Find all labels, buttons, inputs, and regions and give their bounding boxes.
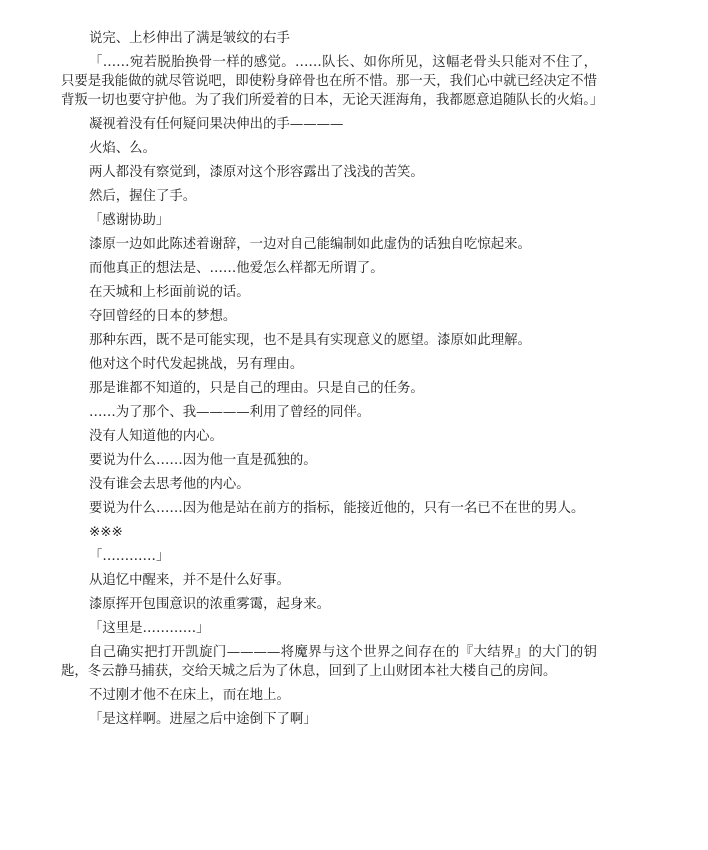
paragraph: 说完、上杉伸出了满是皱纹的右手 xyxy=(89,31,290,46)
paragraph: 凝视着没有任何疑问果决伸出的手———— xyxy=(89,117,344,132)
paragraph: 在天城和上杉面前说的话。 xyxy=(89,285,250,300)
paragraph: 没有人知道他的内心。 xyxy=(89,429,223,444)
paragraph: 那是谁都不知道的，只是自己的理由。只是自己的任务。 xyxy=(89,381,424,396)
paragraph: 「是这样啊。进屋之后中途倒下了啊」 xyxy=(89,712,317,727)
paragraph: 两人都没有察觉到，漆原对这个形容露出了浅浅的苦笑。 xyxy=(89,165,424,180)
paragraph: 「……宛若脱胎换骨一样的感觉。……队长、如你所见，这幅老骨头只能对不住了，只要是我能做的就尽管说吧，即使粉身碎骨也在所不惜。那一天，我们心中就已经决定不惜背叛一切也要守护他。为了我们所爱着的日本，无论天涯海角，我都愿意追随队长的火焰。」 xyxy=(61,55,604,108)
paragraph: 然后，握住了手。 xyxy=(89,189,197,204)
paragraph: 他对这个时代发起挑战，另有理由。 xyxy=(89,357,304,372)
paragraph: 要说为什么……因为他是站在前方的指标，能接近他的，只有一名已不在世的男人。 xyxy=(89,501,585,516)
paragraph: 漆原一边如此陈述着谢辞，一边对自己能编制如此虚伪的话独自吃惊起来。 xyxy=(89,237,531,252)
paragraph: 「这里是…………」 xyxy=(89,621,210,636)
paragraph: 漆原挥开包围意识的浓重雾霭，起身来。 xyxy=(89,597,331,612)
paragraph: ……为了那个、我————利用了曾经的同伴。 xyxy=(89,405,371,420)
paragraph: 那种东西，既不是可能实现，也不是具有实现意义的愿望。漆原如此理解。 xyxy=(89,333,531,348)
paragraph: 要说为什么……因为他一直是孤独的。 xyxy=(89,453,317,468)
scene-break: ※※※ xyxy=(89,525,123,540)
paragraph: 从追忆中醒来，并不是什么好事。 xyxy=(89,573,290,588)
paragraph: 不过刚才他不在床上，而在地上。 xyxy=(89,688,290,703)
paragraph: 「感谢协助」 xyxy=(89,213,170,228)
paragraph: 而他真正的想法是、……他爱怎么样都无所谓了。 xyxy=(89,261,384,276)
paragraph: 火焰、么。 xyxy=(89,141,156,156)
document-page xyxy=(61,29,604,734)
paragraph: 自己确实把打开凯旋门————将魔界与这个世界之间存在的『大结界』的大门的钥匙，冬云静马捕获，交给天城之后为了休息，回到了上山财团本社大楼自己的房间。 xyxy=(61,645,597,679)
paragraph: 「…………」 xyxy=(89,549,170,564)
paragraph: 夺回曾经的日本的梦想。 xyxy=(89,309,237,324)
paragraph: 没有谁会去思考他的内心。 xyxy=(89,477,250,492)
